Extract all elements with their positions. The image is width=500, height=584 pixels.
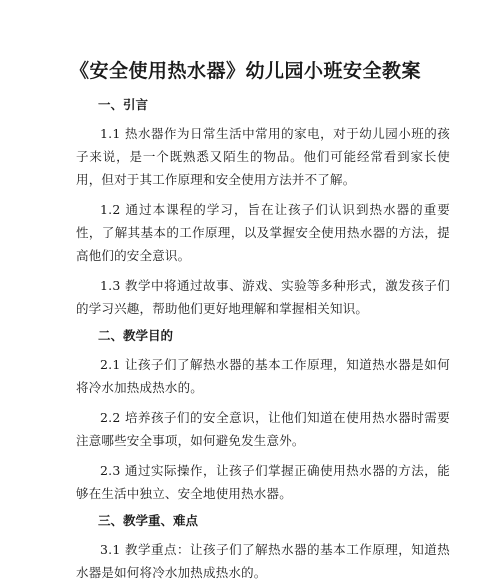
section-heading: 一、引言: [98, 97, 149, 112]
section-introduction: [76, 96, 450, 320]
document-title: 《安全使用热水器》幼儿园小班安全教案: [70, 60, 422, 82]
paragraph: 1.1 热水器作为日常生活中常用的家电，对于幼儿园小班的孩子来说，是一个既熟悉又陌生的物品。他们可能经常看到家长使用，但对于其工作原理和安全使用方法并不了解。: [76, 126, 450, 187]
section-key-points: [76, 512, 450, 584]
section-heading: 二、教学目的: [98, 328, 174, 343]
paragraph: 3.1 教学重点：让孩子们了解热水器的基本工作原理，知道热水器是如何将冷水加热成热水的。: [76, 542, 450, 580]
paragraph: 1.3 教学中将通过故事、游戏、实验等多种形式，激发孩子们的学习兴趣，帮助他们更好地理解和掌握相关知识。: [76, 278, 450, 316]
paragraph: 2.2 培养孩子们的安全意识，让他们知道在使用热水器时需要注意哪些安全事项，如何避免发生意外。: [76, 410, 450, 448]
section-heading: 三、教学重、难点: [98, 513, 199, 528]
paragraph: 1.2 通过本课程的学习，旨在让孩子们认识到热水器的重要性，了解其基本的工作原理，以及掌握安全使用热水器的方法，提高他们的安全意识。: [76, 202, 450, 263]
paragraph: 2.3 通过实际操作，让孩子们掌握正确使用热水器的方法，能够在生活中独立、安全地使用热水器。: [76, 463, 450, 501]
paragraph: 2.1 让孩子们了解热水器的基本工作原理，知道热水器是如何将冷水加热成热水的。: [76, 357, 450, 395]
section-teaching-goals: [76, 327, 450, 505]
